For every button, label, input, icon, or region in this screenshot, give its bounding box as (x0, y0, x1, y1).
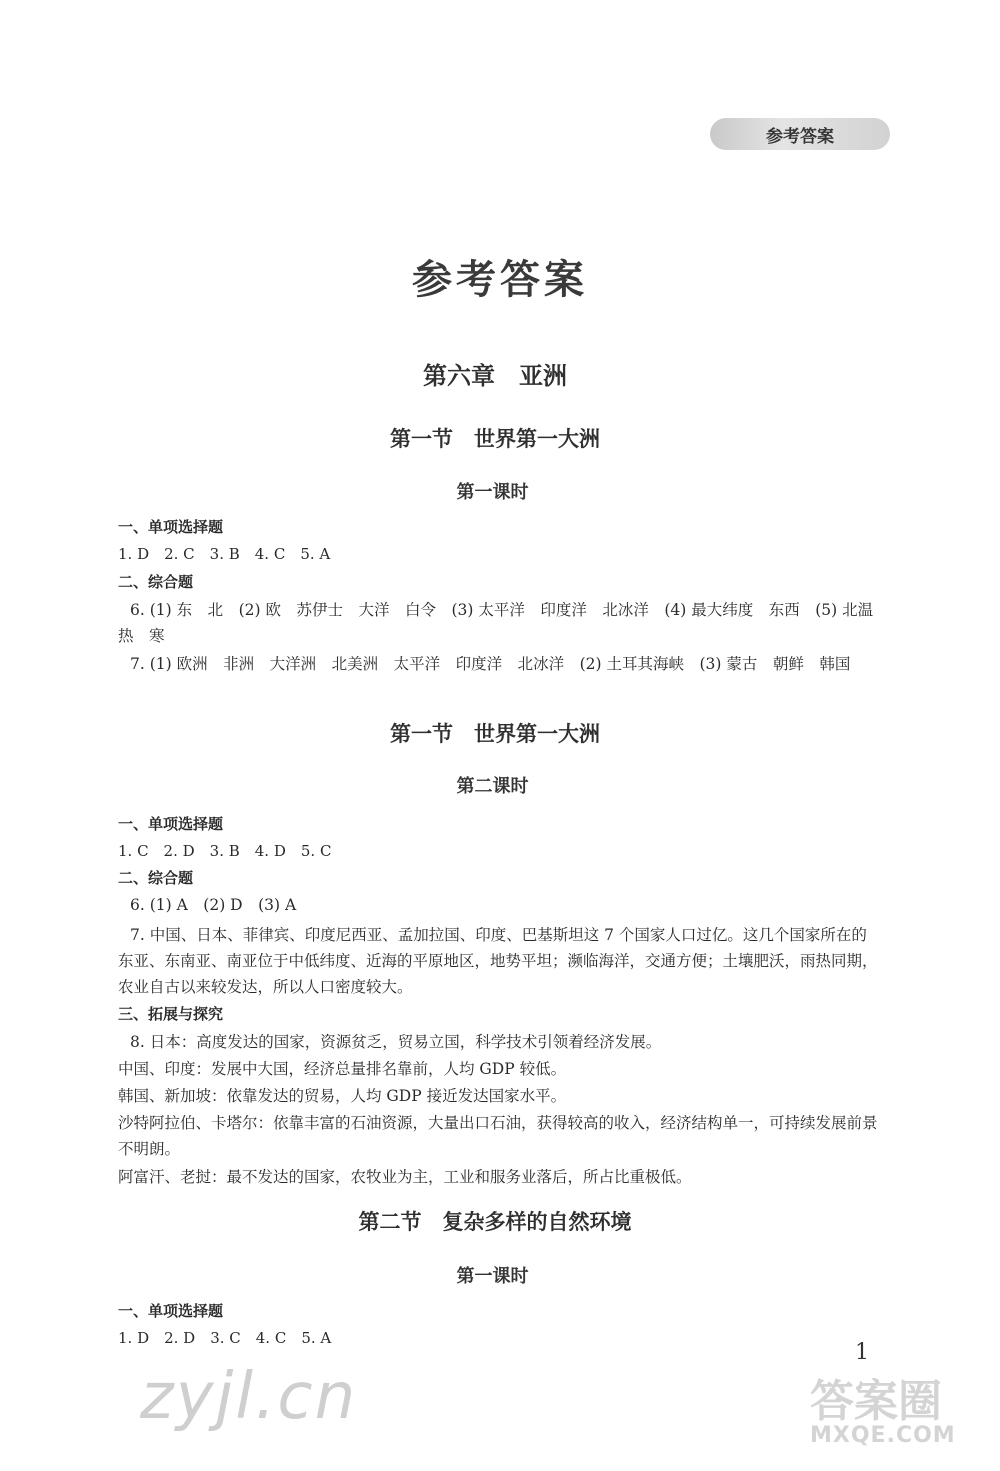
answer-line: 1. C 2. D 3. B 4. D 5. C (118, 842, 332, 860)
lesson-title: 第一课时 (456, 482, 529, 503)
answer-paragraph: 阿富汗、老挝：最不发达的国家，农牧业为主，工业和服务业落后，所占比重极低。 (118, 1168, 692, 1186)
watermark-logo-text: 答案圈 (810, 1376, 942, 1427)
answer-paragraph: 7. 中国、日本、菲律宾、印度尼西亚、孟加拉国、印度、巴基斯坦这 7 个国家人口过亿。这几个国家所在的东亚、东南亚、南亚位于中低纬度、近海的平原地区，地势平坦；濒临海洋，交通方便；土壤肥沃，雨热同期，农业自古以来较发达，所以人口密度较大。 (118, 926, 878, 996)
answer-line: 1. D 2. D 3. C 4. C 5. A (118, 1329, 332, 1347)
part-heading: 二、综合题 (118, 869, 194, 887)
part-heading: 二、综合题 (118, 573, 194, 591)
answer-paragraph: 沙特阿拉伯、卡塔尔：依靠丰富的石油资源，大量出口石油，获得较高的收入，经济结构单一，可持续发展前景不明朗。 (118, 1114, 878, 1158)
part-heading: 一、单项选择题 (118, 518, 224, 536)
watermark-logo-url: MXQE.COM (810, 1423, 956, 1448)
part-heading: 一、单项选择题 (118, 815, 224, 833)
answer-paragraph: 中国、印度：发展中大国，经济总量排名靠前，人均 GDP 较低。 (118, 1060, 567, 1078)
answer-paragraph: 韩国、新加坡：依靠发达的贸易，人均 GDP 接近发达国家水平。 (118, 1087, 567, 1105)
lesson-title: 第一课时 (456, 1266, 529, 1287)
part-heading: 一、单项选择题 (118, 1302, 224, 1320)
header-tab: 参考答案 (710, 118, 890, 150)
chapter-title: 第六章 亚洲 (423, 362, 567, 390)
page-number: 1 (855, 1340, 869, 1365)
answer-paragraph: 7. (1) 欧洲 非洲 大洋洲 北美洲 太平洋 印度洋 北冰洋 (2) 土耳其海峡 (3) 蒙古 朝鲜 韩国 (130, 655, 851, 673)
section-title: 第一节 世界第一大洲 (390, 722, 600, 746)
part-heading: 三、拓展与探究 (118, 1005, 224, 1023)
answer-line: 1. D 2. C 3. B 4. C 5. A (118, 545, 331, 563)
section-title: 第一节 世界第一大洲 (390, 427, 600, 451)
section-title: 第二节 复杂多样的自然环境 (358, 1210, 632, 1234)
answer-paragraph: 8. 日本：高度发达的国家，资源贫乏，贸易立国，科学技术引领着经济发展。 (130, 1033, 662, 1051)
answer-paragraph: 6. (1) 东 北 (2) 欧 苏伊士 大洋 白令 (3) 太平洋 印度洋 北冰洋 (4) 最大纬度 东西 (5) 北温 热 寒 (118, 601, 889, 645)
watermark-logo (810, 1365, 990, 1465)
watermark-text: zyjl.cn (140, 1360, 358, 1434)
page-title: 参考答案 (412, 257, 588, 303)
lesson-title: 第二课时 (456, 776, 529, 797)
answer-paragraph: 6. (1) A (2) D (3) A (130, 896, 297, 914)
